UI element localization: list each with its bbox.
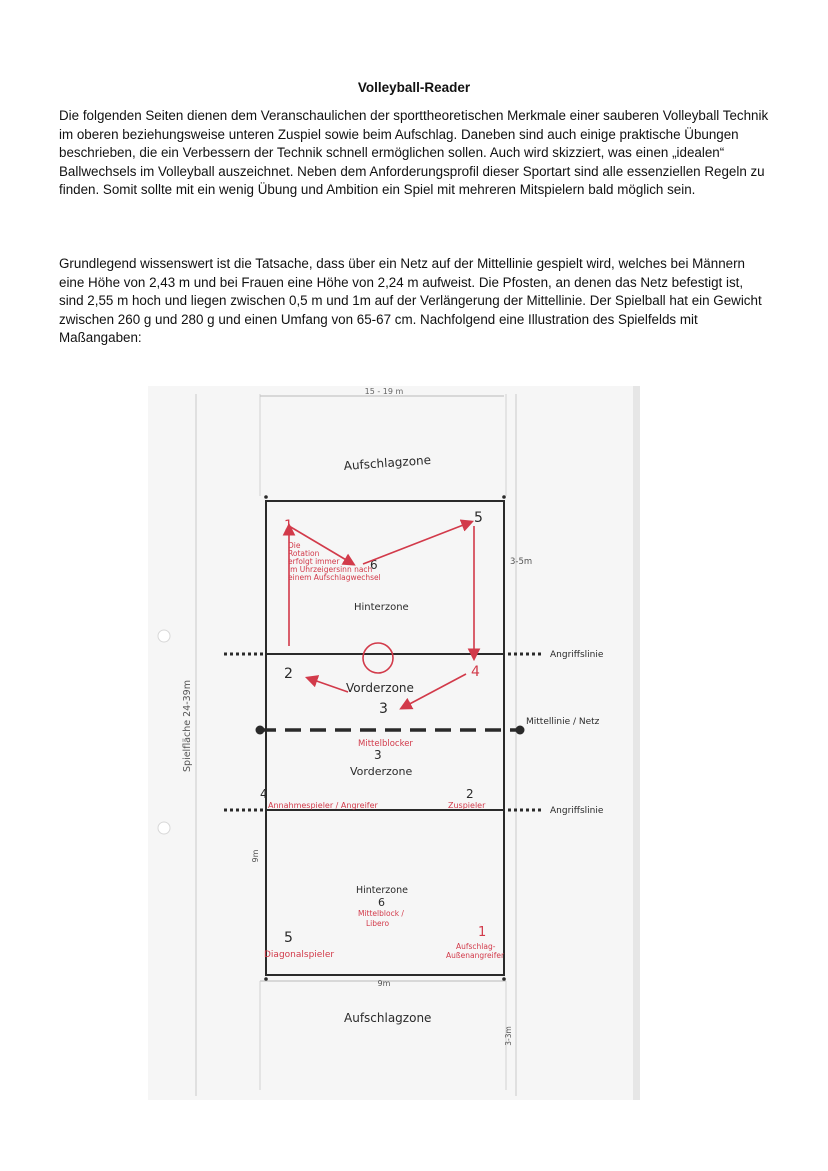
net-post-right	[516, 726, 525, 735]
top-position-5: 5	[474, 510, 483, 526]
intro-paragraph: Die folgenden Seiten dienen dem Veranschaulichen der sporttheoretischen Merkmale einer sauberen Volleyball Technik im oberen beziehungsweise unteren Zuspiel sowie beim Aufschlag. Daneben sind auch einige praktische Übungen beschrieben, die ein Verbessern der Technik schnell ermöglichen sollen. Auch wird skizziert, was einen „idealen“ Ballwechsels im Volleyball auszeichnet. Neben dem Anforderungsprofil dieser Sportart sind alle essenziellen Regeln zu finden. Somit sollte mit ein wenig Übung und Ambition ein Spiel mit mehreren Mitspielern bald möglich sein.	[59, 108, 769, 198]
middle-block-label: Mittelblocker	[358, 739, 413, 749]
document-title: Volleyball-Reader	[357, 80, 471, 95]
half-length-label: 9m	[251, 849, 260, 863]
punch-hole	[158, 822, 170, 834]
attack-line-top-label: Angriffslinie	[550, 650, 604, 660]
bottom-front-zone-label: Vorderzone	[350, 765, 413, 778]
bottom-depth-label: 3-3m	[504, 1026, 513, 1046]
side-width-label: 3-5m	[510, 557, 533, 567]
top-width-label: 15 - 19 m	[364, 387, 404, 396]
bottom-position-6-label: Libero	[366, 919, 390, 928]
rotation-note-line: Rotation	[288, 549, 320, 558]
rotation-note-line: erfolgt immer	[288, 557, 340, 566]
top-position-1: 1	[284, 518, 293, 534]
net-label: Mittellinie / Netz	[526, 717, 600, 727]
top-position-3: 3	[379, 701, 388, 717]
bottom-position-1-label: Aufschlag-	[456, 942, 496, 951]
side-length-label: Spielfläche 24-39m	[182, 680, 193, 772]
court-facts-paragraph: Grundlegend wissenswert ist die Tatsache, dass über ein Netz auf der Mittellinie gespielt wird, welches bei Männern eine Höhe von 2,43 m und bei Frauen eine Höhe von 2,24 m aufweist. Die Pfosten, an denen das Netz befestigt ist, sind 2,55 m hoch und liegen zwischen 0,5 m und 1m auf der Verlängerung der Mittellinie. Der Spielball hat ein Gewicht zwischen 260 g und 280 g und einen Umfang von 65-67 cm. Nachfolgend eine Illustration des Spielfelds mit Maßangaben:	[59, 256, 762, 346]
court-diagram-photo	[148, 386, 640, 1100]
punch-hole	[158, 630, 170, 642]
rotation-note-line: im Uhrzeigersinn nach	[288, 565, 373, 574]
bottom-position-5-number: 5	[284, 930, 293, 946]
net-post-left	[256, 726, 265, 735]
bottom-width-label: 9m	[377, 979, 391, 988]
bottom-position-2-label: Zuspieler	[448, 801, 486, 810]
rotation-note-line: einem Aufschlagwechsel	[288, 573, 381, 582]
court-diagram	[148, 386, 640, 1100]
top-position-6: 6	[370, 558, 378, 572]
bottom-position-5-label: Diagonalspieler	[264, 950, 335, 960]
top-front-zone-label: Vorderzone	[346, 681, 414, 695]
bottom-position-1-label: Außenangreifer	[446, 951, 505, 960]
bottom-position-4-number: 4	[260, 787, 268, 801]
bottom-position-6-number: 6	[378, 896, 385, 909]
bottom-position-6-label: Mittelblock /	[358, 909, 404, 918]
top-back-zone-label: Hinterzone	[354, 602, 409, 613]
bottom-position-1-number: 1	[478, 925, 487, 940]
rotation-note-line: Die	[288, 541, 301, 550]
attack-line-bottom-label: Angriffslinie	[550, 806, 604, 816]
bottom-position-4-label: Annahmespieler / Angreifer	[268, 801, 378, 810]
serve-zone-top-label: Aufschlagzone	[343, 452, 432, 473]
top-position-4: 4	[471, 664, 480, 680]
serve-zone-bottom-label: Aufschlagzone	[344, 1011, 432, 1025]
bottom-position-2-number: 2	[466, 787, 474, 801]
middle-block-number: 3	[374, 748, 382, 762]
top-position-2: 2	[284, 666, 293, 682]
bottom-back-zone-label: Hinterzone	[356, 885, 408, 896]
